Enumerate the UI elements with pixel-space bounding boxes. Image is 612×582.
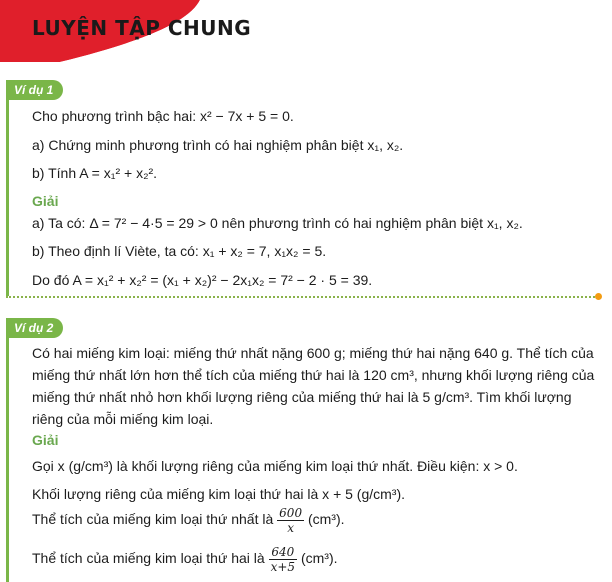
example-1-badge: Ví dụ 1: [6, 80, 63, 100]
example-1-part-a: a) Chứng minh phương trình có hai nghiệm phân biệt x₁, x₂.: [32, 137, 404, 153]
example-1-solution-b: b) Theo định lí Viète, ta có: x₁ + x₂ = 7, x₁x₂ = 5.: [32, 243, 327, 259]
page-header: [0, 0, 612, 62]
example-1-part-b: b) Tính A = x₁² + x₂².: [32, 165, 158, 181]
example-2-step-1: Gọi x (g/cm³) là khối lượng riêng của miếng kim loại thứ nhất. Điều kiện: x > 0.: [32, 458, 518, 474]
example-2-step-3-text: Thể tích của miếng kim loại thứ nhất là: [32, 511, 274, 528]
example-2-problem: Có hai miếng kim loại: miếng thứ nhất nặng 600 g; miếng thứ hai nặng 640 g. Thể tích của miếng thứ nhất lớn hơn thể tích của miếng thứ hai là 120 cm³, nhưng khối lượng riêng của miếng thứ nhất nhỏ hơn khối lượng riêng của miếng thứ hai là 5 g/cm³. Tìm khối lượng riêng của mỗi miếng kim loại.: [32, 345, 595, 427]
example-2-solution-label: Giải: [32, 432, 59, 448]
example-1-solution-a: a) Ta có: Δ = 7² − 4·5 = 29 > 0 nên phương trình có hai nghiệm phân biệt x₁, x₂.: [32, 215, 523, 231]
page-title: LUYỆN TẬP CHUNG: [32, 16, 252, 40]
example-2-step-3-fraction: [277, 506, 304, 535]
example-1-bottom-border: [6, 296, 598, 298]
example-2-step-4: [32, 545, 338, 574]
example-2-step-4-fraction: [269, 545, 297, 574]
example-2-badge: Ví dụ 2: [6, 318, 63, 338]
example-2-step-3-unit: (cm³).: [307, 511, 345, 528]
fraction-denominator: x+5: [270, 560, 296, 574]
example-1-problem: Cho phương trình bậc hai: x² − 7x + 5 = 0.: [32, 108, 294, 124]
fraction-numerator: 640: [269, 545, 297, 560]
example-1-end-dot: [595, 293, 602, 300]
example-2-step-3: [32, 506, 345, 535]
example-1-solution-c: Do đó A = x₁² + x₂² = (x₁ + x₂)² − 2x₁x₂ = 7² − 2 · 5 = 39.: [32, 272, 373, 288]
fraction-denominator: x: [287, 521, 295, 535]
example-2-step-4-unit: (cm³).: [300, 550, 338, 567]
example-2-step-2: Khối lượng riêng của miếng kim loại thứ hai là x + 5 (g/cm³).: [32, 486, 406, 502]
fraction-numerator: 600: [279, 506, 303, 520]
example-2-step-4-text: Thể tích của miếng kim loại thứ hai là: [32, 550, 265, 567]
example-1-solution-label: Giải: [32, 193, 59, 209]
